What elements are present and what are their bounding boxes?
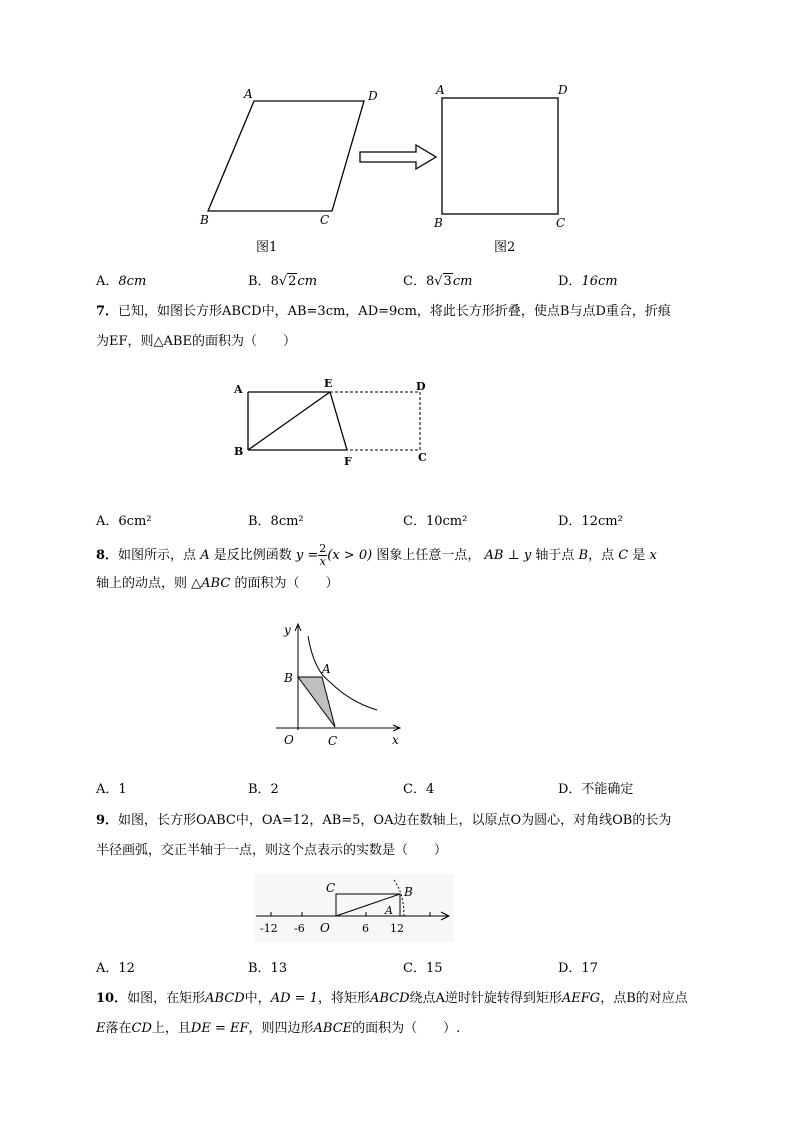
label-b: B — [234, 445, 244, 458]
label-f: F — [344, 455, 352, 468]
q7-option-b: B．8cm² — [248, 514, 304, 529]
svg-text:C: C — [326, 881, 336, 895]
question-10 — [96, 984, 720, 1044]
triangle-abc — [298, 677, 335, 727]
label-d: D — [416, 380, 426, 393]
q8-option-d: D．不能确定 — [558, 782, 634, 797]
caption-fig1: 图1 — [256, 240, 278, 255]
svg-text:6: 6 — [362, 922, 369, 935]
q9-line1: 9．如图，长方形OABC中，OA=12，AB=5，OA边在数轴上，以原点O为圆心，对角线OB的长为 — [96, 813, 672, 828]
q6-option-d: D．16cm — [558, 274, 618, 289]
q6-option-b: B．8√2cm — [248, 274, 318, 289]
question-9 — [96, 806, 720, 866]
q9-option-d: D．17 — [558, 961, 598, 976]
question-7 — [96, 297, 720, 357]
q9-option-c: C．15 — [403, 961, 443, 976]
q7-line1: 7．已知，如图长方形ABCD中，AB=3cm，AD=9cm，将此长方形折叠，使点B与点D重合，折痕 — [96, 304, 671, 319]
svg-text:B: B — [284, 671, 293, 685]
label-d: D — [558, 83, 568, 97]
svg-text:-6: -6 — [294, 922, 305, 935]
q8-option-b: B．2 — [248, 782, 279, 797]
fraction-2-over-x: $\frac{2}{x}$ — [319, 542, 327, 568]
q8-option-c: C．4 — [403, 782, 435, 797]
label-a: A — [244, 87, 253, 101]
q8-line2: 轴上的动点，则 △ABC 的面积为（ ） — [96, 576, 339, 591]
svg-text:B: B — [404, 885, 413, 899]
label-a: A — [436, 83, 445, 97]
q9-option-a: A．12 — [96, 961, 135, 976]
svg-text:C: C — [328, 734, 338, 748]
figure-inverse-proportion — [272, 620, 412, 755]
svg-text:12: 12 — [390, 922, 404, 935]
q10-line2: E落在CD上，且DE = EF，则四边形ABCE的面积为（ ）. — [96, 1021, 461, 1036]
caption-fig2: 图2 — [494, 240, 516, 255]
q7-option-c: C．10cm² — [403, 514, 468, 529]
q6-option-a: A．8cm — [96, 274, 147, 289]
svg-text:-12: -12 — [260, 922, 278, 935]
label-d: D — [368, 89, 378, 103]
q9-line2: 半径画弧，交正半轴于一点，则这个点表示的实数是（ ） — [96, 843, 448, 858]
figure-rectangle-fold — [226, 372, 446, 472]
question-8 — [96, 540, 720, 596]
label-a: A — [234, 383, 243, 396]
parallelogram-shape — [208, 101, 364, 211]
svg-text:A: A — [322, 662, 331, 676]
figure-number-line — [254, 874, 454, 942]
label-e: E — [324, 377, 333, 390]
svg-text:A: A — [385, 904, 393, 917]
svg-text:O: O — [284, 733, 294, 747]
q6-option-c: C．8√3cm — [403, 274, 473, 289]
svg-text:y: y — [284, 623, 291, 637]
label-b: B — [200, 213, 209, 227]
q7-option-d: D．12cm² — [558, 514, 623, 529]
label-b: B — [434, 216, 443, 230]
q8-line1: 8．如图所示，点 A 是反比例函数 y = $\frac{2}{x}$ (x > 0) 图象上任意一点， AB ⊥ y 轴于点 B，点 C 是 x — [96, 542, 657, 568]
label-c: C — [418, 451, 427, 464]
q7-option-a: A．6cm² — [96, 514, 152, 529]
figure-square — [430, 80, 580, 260]
svg-text:O: O — [320, 921, 330, 935]
q7-line2: 为EF，则△ABE的面积为（ ） — [96, 334, 296, 349]
label-c: C — [556, 216, 566, 230]
q10-line1: 10．如图，在矩形ABCD中，AD = 1，将矩形ABCD绕点A逆时针旋转得到矩形AEFG，点B的对应点 — [96, 991, 688, 1006]
square-shape — [442, 98, 558, 214]
svg-text:x: x — [392, 733, 399, 747]
q8-option-a: A．1 — [96, 782, 127, 797]
label-c: C — [320, 213, 330, 227]
q9-option-b: B．13 — [248, 961, 288, 976]
